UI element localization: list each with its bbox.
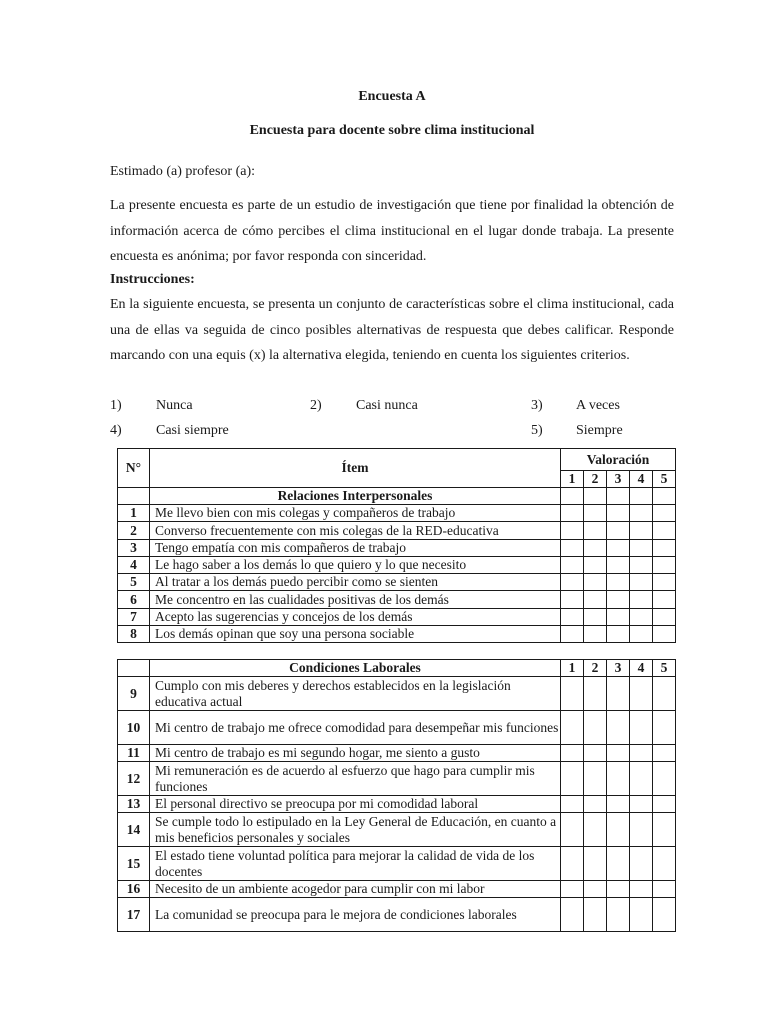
rating-cell-2[interactable] [584, 505, 607, 522]
greeting: Estimado (a) profesor (a): [110, 164, 255, 179]
section-number-cell [118, 488, 150, 505]
rating-cell-1[interactable] [561, 881, 584, 898]
intro-paragraph: La presente encuesta es parte de un estudio de investigación que tiene por finalidad la obtención de información acerca de cómo percibes el clima institucional en el lugar donde trabaja. La presente encuesta es anónima; por favor responda con sinceridad. [110, 198, 674, 264]
table-row [118, 745, 676, 762]
table-row [118, 591, 676, 609]
rating-cell-3[interactable] [607, 609, 630, 626]
scale-header-4: 4 [630, 471, 653, 488]
item-number: 16 [118, 881, 150, 898]
rating-cell-5[interactable] [653, 711, 676, 745]
rating-cell-4[interactable] [630, 813, 653, 847]
item-text: La comunidad se preocupa para le mejora de condiciones laborales [150, 898, 561, 932]
rating-cell-3[interactable] [607, 522, 630, 540]
section-title: Condiciones Laborales [150, 660, 561, 677]
rating-cell-5[interactable] [653, 745, 676, 762]
table-row [118, 522, 676, 540]
table-row [118, 677, 676, 711]
rating-cell-1[interactable] [561, 574, 584, 591]
rating-cell-5[interactable] [653, 591, 676, 609]
rating-cell-5[interactable] [653, 557, 676, 574]
blank-cell [607, 488, 630, 505]
rating-cell-3[interactable] [607, 540, 630, 557]
item-number: 17 [118, 898, 150, 932]
document-title: Encuesta A [358, 89, 426, 104]
rating-cell-5[interactable] [653, 796, 676, 813]
rating-cell-1[interactable] [561, 505, 584, 522]
rating-cell-3[interactable] [607, 591, 630, 609]
table-row [118, 711, 676, 745]
rating-cell-2[interactable] [584, 813, 607, 847]
item-text: Al tratar a los demás puedo percibir como se sienten [150, 574, 561, 591]
rating-cell-2[interactable] [584, 557, 607, 574]
item-text: Cumplo con mis deberes y derechos establecidos en la legislación educativa actual [150, 677, 561, 711]
rating-cell-1[interactable] [561, 796, 584, 813]
rating-cell-1[interactable] [561, 813, 584, 847]
survey-table-labor [117, 659, 676, 932]
item-text: Converso frecuentemente con mis colegas de la RED-educativa [150, 522, 561, 540]
rating-cell-1[interactable] [561, 609, 584, 626]
rating-cell-4[interactable] [630, 557, 653, 574]
item-number: 2 [118, 522, 150, 540]
table-row [118, 762, 676, 796]
blank-cell [584, 488, 607, 505]
rating-cell-4[interactable] [630, 898, 653, 932]
criterion-number: 2) [310, 398, 322, 413]
rating-cell-4[interactable] [630, 574, 653, 591]
item-text: Me concentro en las cualidades positivas de los demás [150, 591, 561, 609]
criterion-label: Siempre [576, 423, 623, 438]
criterion-label: Casi siempre [156, 423, 229, 438]
item-text: Mi remuneración es de acuerdo al esfuerzo que hago para cumplir mis funciones [150, 762, 561, 796]
criterion-number: 5) [531, 423, 543, 438]
item-text: Necesito de un ambiente acogedor para cumplir con mi labor [150, 881, 561, 898]
rating-cell-2[interactable] [584, 626, 607, 643]
item-number: 15 [118, 847, 150, 881]
number-column-header: N° [118, 449, 150, 488]
rating-cell-5[interactable] [653, 609, 676, 626]
rating-cell-3[interactable] [607, 711, 630, 745]
scale-header-1: 1 [561, 471, 584, 488]
item-text: Se cumple todo lo estipulado en la Ley General de Educación, en cuanto a mis beneficios personales y sociales [150, 813, 561, 847]
rating-cell-1[interactable] [561, 626, 584, 643]
item-number: 8 [118, 626, 150, 643]
rating-cell-3[interactable] [607, 626, 630, 643]
rating-cell-2[interactable] [584, 677, 607, 711]
item-text: El personal directivo se preocupa por mi comodidad laboral [150, 796, 561, 813]
rating-cell-5[interactable] [653, 881, 676, 898]
rating-cell-2[interactable] [584, 540, 607, 557]
rating-cell-2[interactable] [584, 609, 607, 626]
rating-cell-2[interactable] [584, 745, 607, 762]
blank-cell [561, 488, 584, 505]
item-text: Mi centro de trabajo es mi segundo hogar, me siento a gusto [150, 745, 561, 762]
item-number: 6 [118, 591, 150, 609]
criterion-label: A veces [576, 398, 620, 413]
survey-table-interpersonal [117, 448, 676, 643]
table-row [118, 557, 676, 574]
criterion-label: Casi nunca [356, 398, 418, 413]
scale-header-4: 4 [630, 660, 653, 677]
item-number: 4 [118, 557, 150, 574]
rating-cell-5[interactable] [653, 540, 676, 557]
rating-cell-3[interactable] [607, 813, 630, 847]
rating-cell-5[interactable] [653, 813, 676, 847]
rating-cell-1[interactable] [561, 762, 584, 796]
scale-header-3: 3 [607, 471, 630, 488]
rating-cell-3[interactable] [607, 796, 630, 813]
rating-cell-3[interactable] [607, 847, 630, 881]
rating-cell-3[interactable] [607, 505, 630, 522]
rating-cell-4[interactable] [630, 881, 653, 898]
rating-cell-5[interactable] [653, 505, 676, 522]
scale-header-3: 3 [607, 660, 630, 677]
scale-header-2: 2 [584, 660, 607, 677]
scale-header-5: 5 [653, 471, 676, 488]
item-text: El estado tiene voluntad política para mejorar la calidad de vida de los docentes [150, 847, 561, 881]
item-number: 13 [118, 796, 150, 813]
item-text: Los demás opinan que soy una persona sociable [150, 626, 561, 643]
section-title: Relaciones Interpersonales [150, 488, 561, 505]
rating-cell-1[interactable] [561, 898, 584, 932]
rating-cell-4[interactable] [630, 762, 653, 796]
item-number: 12 [118, 762, 150, 796]
rating-cell-5[interactable] [653, 847, 676, 881]
table-row [118, 881, 676, 898]
rating-cell-2[interactable] [584, 522, 607, 540]
rating-cell-4[interactable] [630, 522, 653, 540]
table-row [118, 847, 676, 881]
item-number: 3 [118, 540, 150, 557]
item-number: 9 [118, 677, 150, 711]
rating-cell-2[interactable] [584, 574, 607, 591]
rating-cell-1[interactable] [561, 745, 584, 762]
criterion-number: 3) [531, 398, 543, 413]
table-row [118, 505, 676, 522]
instructions-paragraph: En la siguiente encuesta, se presenta un conjunto de características sobre el clima institucional, cada una de ellas va seguida de cinco posibles alternativas de respuesta que debes calificar. Responde marcando con una equis (x) la alternativa elegida, teniendo en cuenta los siguientes criterios. [110, 297, 674, 363]
scale-header-5: 5 [653, 660, 676, 677]
rating-cell-1[interactable] [561, 522, 584, 540]
rating-cell-3[interactable] [607, 745, 630, 762]
table-row [118, 626, 676, 643]
table-row [118, 796, 676, 813]
item-text: Me llevo bien con mis colegas y compañeros de trabajo [150, 505, 561, 522]
item-text: Mi centro de trabajo me ofrece comodidad para desempeñar mis funciones [150, 711, 561, 745]
rating-cell-2[interactable] [584, 898, 607, 932]
rating-cell-5[interactable] [653, 898, 676, 932]
rating-cell-5[interactable] [653, 762, 676, 796]
table-row [118, 898, 676, 932]
rating-cell-3[interactable] [607, 574, 630, 591]
criterion-number: 4) [110, 423, 122, 438]
instructions-heading: Instrucciones: [110, 272, 195, 287]
rating-cell-1[interactable] [561, 677, 584, 711]
rating-cell-4[interactable] [630, 591, 653, 609]
item-text: Acepto las sugerencias y concejos de los demás [150, 609, 561, 626]
criterion-label: Nunca [156, 398, 193, 413]
item-number: 14 [118, 813, 150, 847]
section-number-cell [118, 660, 150, 677]
rating-cell-4[interactable] [630, 626, 653, 643]
rating-cell-2[interactable] [584, 762, 607, 796]
rating-cell-2[interactable] [584, 711, 607, 745]
table-row [118, 813, 676, 847]
rating-cell-4[interactable] [630, 677, 653, 711]
rating-cell-1[interactable] [561, 557, 584, 574]
document-subtitle: Encuesta para docente sobre clima institucional [249, 123, 535, 138]
item-column-header: Ítem [150, 449, 561, 488]
blank-cell [630, 488, 653, 505]
rating-cell-1[interactable] [561, 540, 584, 557]
valuation-header: Valoración [561, 449, 676, 471]
item-number: 7 [118, 609, 150, 626]
rating-cell-2[interactable] [584, 847, 607, 881]
rating-cell-4[interactable] [630, 711, 653, 745]
item-number: 10 [118, 711, 150, 745]
table-row [118, 574, 676, 591]
criterion-number: 1) [110, 398, 122, 413]
rating-cell-3[interactable] [607, 557, 630, 574]
rating-cell-3[interactable] [607, 677, 630, 711]
item-number: 11 [118, 745, 150, 762]
rating-cell-3[interactable] [607, 762, 630, 796]
rating-cell-5[interactable] [653, 574, 676, 591]
rating-cell-1[interactable] [561, 591, 584, 609]
item-text: Le hago saber a los demás lo que quiero y lo que necesito [150, 557, 561, 574]
rating-cell-4[interactable] [630, 540, 653, 557]
rating-cell-1[interactable] [561, 711, 584, 745]
rating-cell-5[interactable] [653, 626, 676, 643]
rating-cell-3[interactable] [607, 881, 630, 898]
rating-cell-4[interactable] [630, 796, 653, 813]
rating-cell-4[interactable] [630, 505, 653, 522]
rating-cell-4[interactable] [630, 609, 653, 626]
rating-cell-4[interactable] [630, 745, 653, 762]
rating-cell-3[interactable] [607, 898, 630, 932]
blank-cell [653, 488, 676, 505]
item-text: Tengo empatía con mis compañeros de trabajo [150, 540, 561, 557]
table-row [118, 609, 676, 626]
rating-cell-1[interactable] [561, 847, 584, 881]
item-number: 1 [118, 505, 150, 522]
rating-cell-5[interactable] [653, 677, 676, 711]
rating-cell-2[interactable] [584, 881, 607, 898]
scale-header-2: 2 [584, 471, 607, 488]
rating-cell-5[interactable] [653, 522, 676, 540]
scale-header-1: 1 [561, 660, 584, 677]
item-number: 5 [118, 574, 150, 591]
table-row [118, 540, 676, 557]
rating-cell-2[interactable] [584, 591, 607, 609]
rating-cell-2[interactable] [584, 796, 607, 813]
rating-cell-4[interactable] [630, 847, 653, 881]
